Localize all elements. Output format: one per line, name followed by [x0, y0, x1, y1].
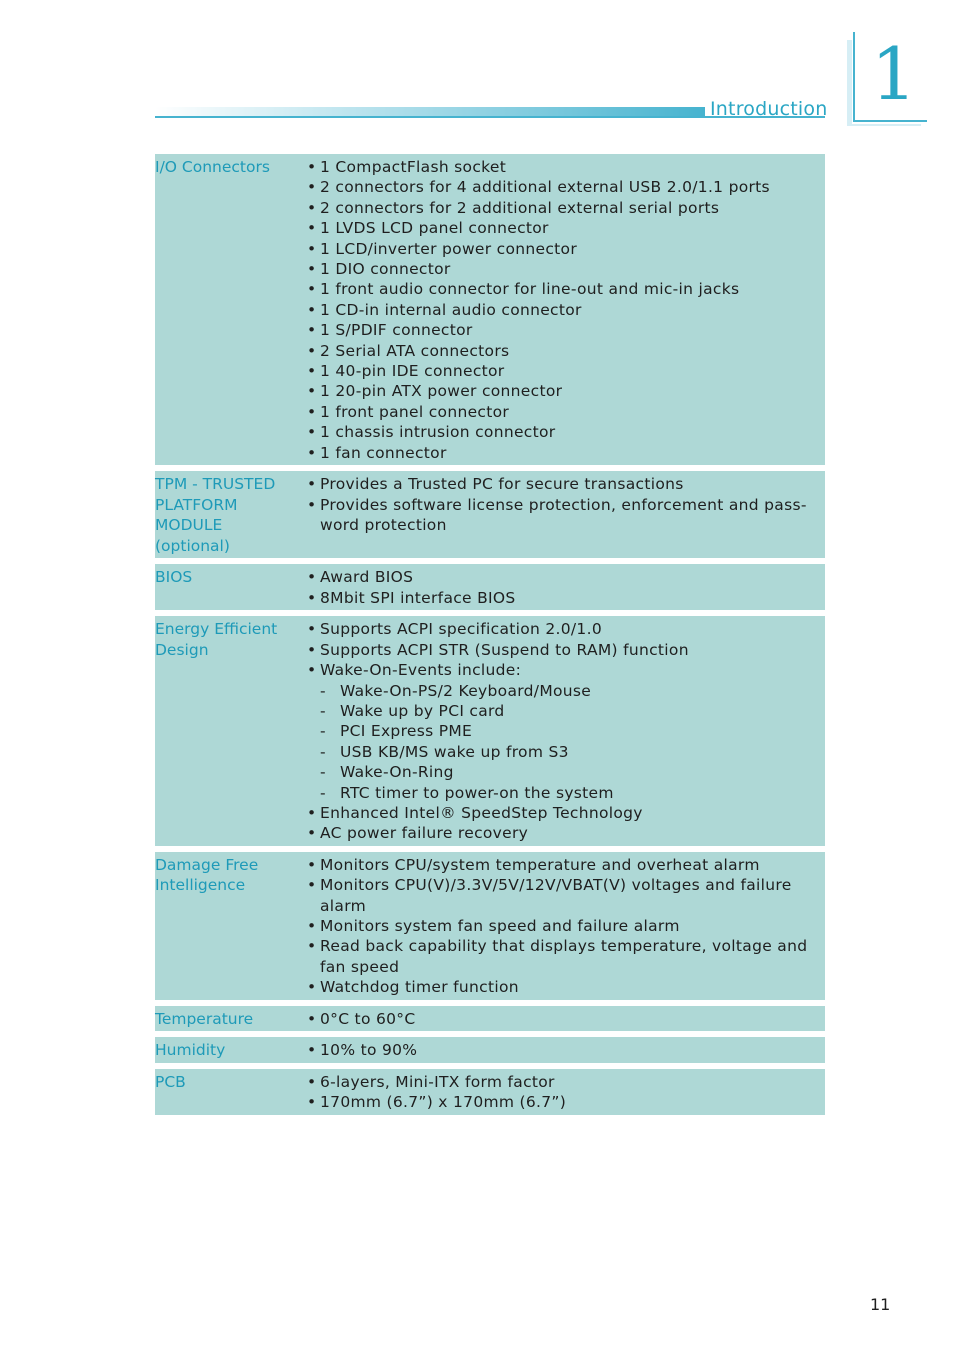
spec-item	[307, 823, 819, 843]
spec-item	[307, 259, 819, 279]
spec-item-text: 1 S/PDIF connector	[320, 321, 473, 340]
chapter-tab-shadow-vertical	[847, 40, 852, 126]
spec-row	[155, 852, 825, 1000]
bullet-icon: •	[307, 198, 317, 217]
spec-label-line: BIOS	[155, 568, 193, 587]
spec-item	[307, 381, 819, 401]
spec-item	[307, 443, 819, 463]
spec-sub-item	[307, 742, 819, 762]
spec-item	[307, 936, 819, 977]
spec-item-text: 1 DIO connector	[320, 260, 451, 279]
spec-label	[155, 619, 307, 843]
spec-label-line: PLATFORM	[155, 495, 238, 514]
bullet-icon: •	[307, 239, 317, 258]
spec-item-text: Supports ACPI specification 2.0/1.0	[320, 620, 602, 639]
spec-item-text: RTC timer to power-on the system	[340, 783, 614, 802]
spec-item	[307, 1072, 819, 1092]
spec-label-line: PCB	[155, 1072, 186, 1091]
spec-row	[155, 616, 825, 845]
spec-content	[307, 157, 825, 463]
chapter-tab-border-vertical	[853, 32, 855, 122]
bullet-icon: •	[307, 1041, 317, 1060]
spec-item	[307, 474, 819, 494]
spec-item-text: 10% to 90%	[320, 1041, 418, 1060]
bullet-icon: •	[307, 640, 317, 659]
spec-item-text: 0°C to 60°C	[320, 1009, 416, 1028]
spec-label	[155, 474, 307, 556]
spec-sub-item	[307, 701, 819, 721]
spec-label	[155, 855, 307, 998]
dash-marker: -	[320, 742, 326, 761]
spec-item	[307, 157, 819, 177]
bullet-icon: •	[307, 916, 317, 935]
bullet-icon: •	[307, 362, 317, 381]
bullet-icon: •	[307, 1072, 317, 1091]
section-title: Introduction	[710, 98, 828, 120]
bullet-icon: •	[307, 158, 317, 176]
spec-item	[307, 660, 819, 680]
spec-item	[307, 875, 819, 916]
spec-item	[307, 239, 819, 259]
spec-label-line: MODULE	[155, 516, 223, 535]
bullet-icon: •	[307, 937, 317, 956]
spec-row	[155, 1037, 825, 1063]
spec-item-text: 1 fan connector	[320, 443, 447, 462]
spec-item	[307, 361, 819, 381]
spec-item	[307, 588, 819, 608]
spec-item-text: 8Mbit SPI interface BIOS	[320, 588, 516, 607]
spec-content	[307, 619, 825, 843]
spec-item-text: Watchdog timer function	[320, 978, 519, 997]
spec-item-text: 1 LVDS LCD panel connector	[320, 219, 549, 238]
spec-label	[155, 1009, 307, 1030]
spec-item	[307, 640, 819, 660]
spec-item-text: Wake-On-Ring	[340, 763, 454, 782]
bullet-icon: •	[307, 280, 317, 299]
spec-item	[307, 422, 819, 442]
page-number: 11	[870, 1295, 891, 1314]
spec-item	[307, 177, 819, 197]
bullet-icon: •	[307, 321, 317, 340]
bullet-icon: •	[307, 443, 317, 462]
bullet-icon: •	[307, 803, 317, 822]
spec-item-text: 1 20-pin ATX power connector	[320, 382, 563, 401]
chapter-tab-border-horizontal	[853, 120, 927, 122]
spec-label-line: Design	[155, 640, 209, 659]
chapter-number: 1	[871, 32, 917, 116]
spec-content	[307, 1040, 825, 1061]
spec-item-text: 1 CompactFlash socket	[320, 158, 507, 176]
spec-item-text: 2 Serial ATA connectors	[320, 341, 510, 360]
spec-sub-item	[307, 762, 819, 782]
spec-content	[307, 567, 825, 608]
bullet-icon: •	[307, 341, 317, 360]
bullet-icon: •	[307, 588, 317, 607]
spec-item-text: 1 front panel connector	[320, 402, 510, 421]
spec-item	[307, 218, 819, 238]
dash-marker: -	[320, 783, 326, 802]
spec-item	[307, 1092, 819, 1112]
spec-item-text: 1 CD-in internal audio connector	[320, 300, 582, 319]
bullet-icon: •	[307, 475, 317, 494]
spec-label-line: I/O Connectors	[155, 158, 270, 176]
bullet-icon: •	[307, 178, 317, 197]
spec-content	[307, 474, 825, 556]
spec-item-text: AC power failure recovery	[320, 824, 529, 843]
spec-item	[307, 567, 819, 587]
spec-row	[155, 1006, 825, 1032]
bullet-icon: •	[307, 423, 317, 442]
spec-item-text: Supports ACPI STR (Suspend to RAM) function	[320, 640, 689, 659]
spec-item-text: 1 front audio connector for line-out and mic-in jacks	[320, 280, 740, 299]
spec-label	[155, 567, 307, 608]
spec-item	[307, 977, 819, 997]
spec-item	[307, 341, 819, 361]
spec-row	[155, 471, 825, 558]
spec-sub-item	[307, 681, 819, 701]
spec-item	[307, 803, 819, 823]
spec-item	[307, 320, 819, 340]
spec-label-line: Temperature	[155, 1009, 254, 1028]
bullet-icon: •	[307, 568, 317, 587]
spec-item	[307, 619, 819, 639]
spec-item-text: 1 chassis intrusion connector	[320, 423, 556, 442]
spec-label	[155, 1072, 307, 1113]
spec-item	[307, 300, 819, 320]
dash-marker: -	[320, 763, 326, 782]
spec-label-line: Damage Free	[155, 855, 259, 874]
spec-row	[155, 1069, 825, 1115]
spec-content	[307, 1072, 825, 1113]
spec-label-line: Energy Efficient	[155, 620, 278, 639]
spec-label-line: (optional)	[155, 536, 230, 555]
spec-item-text: 6-layers, Mini-ITX form factor	[320, 1072, 555, 1091]
bullet-icon: •	[307, 402, 317, 421]
dash-marker: -	[320, 681, 326, 700]
spec-item-text: 1 40-pin IDE connector	[320, 362, 505, 381]
spec-item-text: Award BIOS	[320, 568, 414, 587]
spec-content	[307, 1009, 825, 1030]
bullet-icon: •	[307, 219, 317, 238]
spec-row	[155, 564, 825, 610]
spec-row	[155, 154, 825, 465]
spec-item	[307, 855, 819, 875]
spec-item-text: Wake up by PCI card	[340, 701, 505, 720]
bullet-icon: •	[307, 978, 317, 997]
dash-marker: -	[320, 722, 326, 741]
bullet-icon: •	[307, 661, 317, 680]
bullet-icon: •	[307, 1093, 317, 1112]
spec-label	[155, 1040, 307, 1061]
dash-marker: -	[320, 701, 326, 720]
spec-item-text: Read back capability that displays temperature, voltage and fan speed	[320, 937, 808, 976]
spec-item-text: PCI Express PME	[340, 722, 473, 741]
spec-item	[307, 402, 819, 422]
spec-item-text: Provides a Trusted PC for secure transactions	[320, 475, 684, 494]
spec-item-text: 2 connectors for 2 additional external serial ports	[320, 198, 720, 217]
chapter-tab-shadow-horizontal	[847, 124, 921, 126]
bullet-icon: •	[307, 300, 317, 319]
spec-item-text: Monitors system fan speed and failure alarm	[320, 916, 680, 935]
spec-sub-item	[307, 783, 819, 803]
spec-item-text: 170mm (6.7”) x 170mm (6.7”)	[320, 1093, 567, 1112]
chapter-tab	[847, 32, 927, 126]
spec-item	[307, 279, 819, 299]
bullet-icon: •	[307, 1009, 317, 1028]
spec-item-text: Enhanced Intel® SpeedStep Technology	[320, 803, 643, 822]
spec-item-text: 1 LCD/inverter power connector	[320, 239, 578, 258]
spec-item	[307, 1009, 819, 1029]
spec-label-line: Humidity	[155, 1041, 226, 1060]
bullet-icon: •	[307, 824, 317, 843]
bullet-icon: •	[307, 260, 317, 279]
spec-label-line: TPM - TRUSTED	[155, 475, 276, 494]
spec-item	[307, 1040, 819, 1060]
spec-item-text: Wake-On-Events include:	[320, 661, 522, 680]
specification-table	[155, 154, 825, 1121]
spec-item-text: Provides software license protection, enforcement and pass-word protection	[320, 495, 807, 534]
spec-item-text: 2 connectors for 4 additional external USB 2.0/1.1 ports	[320, 178, 770, 197]
spec-item	[307, 916, 819, 936]
spec-item	[307, 495, 819, 536]
spec-content	[307, 855, 825, 998]
spec-item-text: Monitors CPU(V)/3.3V/5V/12V/VBAT(V) voltages and failure alarm	[320, 876, 792, 915]
bullet-icon: •	[307, 876, 317, 895]
spec-item-text: Wake-On-PS/2 Keyboard/Mouse	[340, 681, 592, 700]
bullet-icon: •	[307, 855, 317, 874]
spec-item-text: Monitors CPU/system temperature and overheat alarm	[320, 855, 760, 874]
spec-item	[307, 198, 819, 218]
bullet-icon: •	[307, 382, 317, 401]
bullet-icon: •	[307, 495, 317, 514]
bullet-icon: •	[307, 620, 317, 639]
spec-label-line: Intelligence	[155, 876, 246, 895]
spec-label	[155, 157, 307, 463]
spec-item-text: USB KB/MS wake up from S3	[340, 742, 569, 761]
spec-sub-item	[307, 721, 819, 741]
